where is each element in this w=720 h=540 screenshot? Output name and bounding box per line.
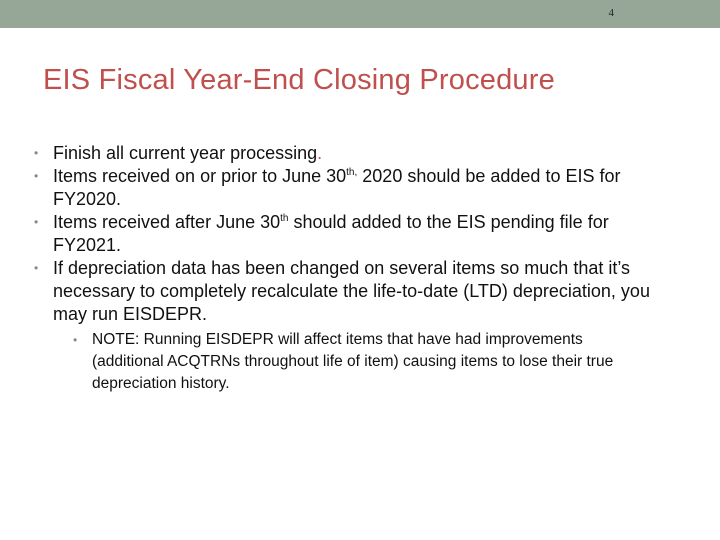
bullet-icon: •	[34, 146, 39, 160]
bullet-item	[34, 142, 654, 165]
bullet-text-continued: should added to the EIS pending file for FY2021.	[53, 212, 609, 255]
bullet-icon: •	[34, 261, 39, 275]
superscript: th	[280, 213, 289, 224]
bullet-text: Finish all current year processing	[53, 143, 318, 163]
superscript: th,	[346, 167, 358, 178]
top-bar	[0, 0, 720, 28]
sub-bullet-list	[73, 329, 654, 395]
sub-bullet-text: NOTE: Running EISDEPR will affect items that have had improvements (additional ACQTRNs throughout life of item) causing items to lose their true depreciation history.	[92, 331, 614, 392]
bullet-item	[34, 211, 654, 257]
slide-body	[34, 142, 654, 395]
bullet-item	[34, 165, 654, 211]
bullet-text: If depreciation data has been changed on several items so much that it’s necessary to completely recalculate the life-to-date (LTD) depreciation, you may run EISDEPR.	[53, 258, 650, 324]
bullet-text-continued: 2020 should be added to EIS for FY2020.	[53, 166, 621, 209]
bullet-item	[34, 257, 654, 395]
bullet-icon: •	[34, 169, 39, 183]
bullet-text: Items received after June 30	[53, 212, 281, 232]
sub-bullet-item	[73, 329, 654, 395]
bullet-list	[34, 142, 654, 395]
sub-bullet-icon: •	[73, 333, 78, 347]
page-number: 4	[608, 7, 614, 19]
slide-title: EIS Fiscal Year-End Closing Procedure	[43, 64, 555, 96]
bullet-text: Items received on or prior to June 30	[53, 166, 347, 186]
bullet-period: .	[317, 143, 323, 163]
bullet-icon: •	[34, 215, 39, 229]
